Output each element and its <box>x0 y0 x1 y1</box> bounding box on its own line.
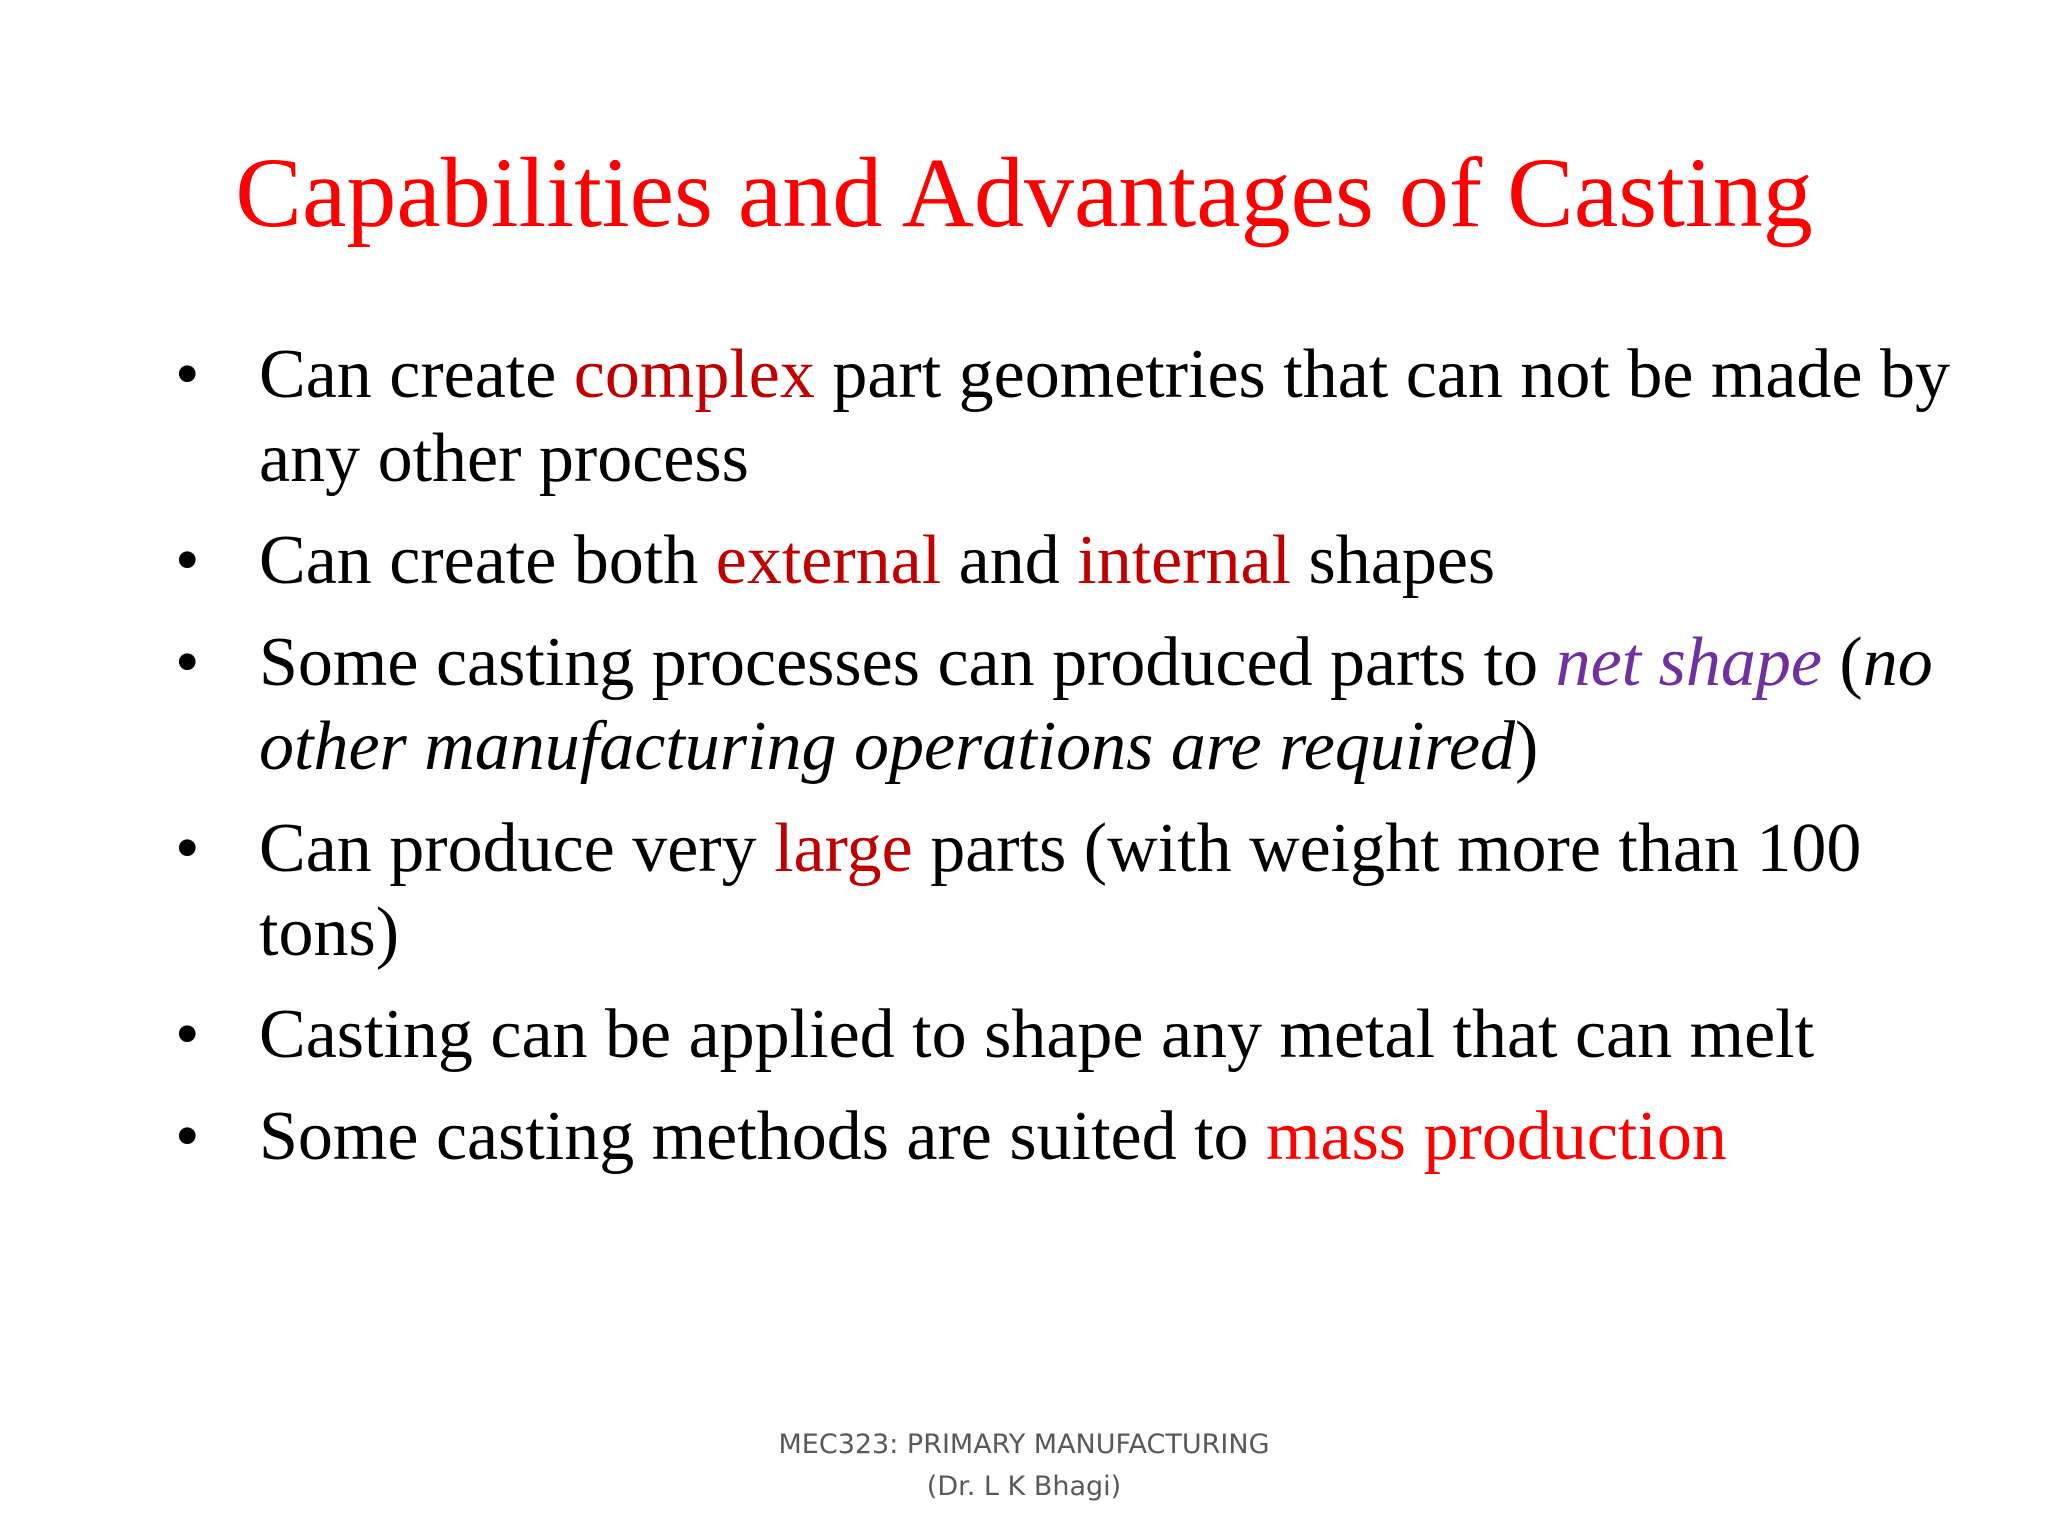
bullet-text: ) <box>1515 708 1539 785</box>
bullet-item <box>175 993 2005 1077</box>
bullet-text: Some casting processes can produced parts to <box>259 624 1556 701</box>
footer-course: MEC323: PRIMARY MANUFACTURING <box>778 1429 1270 1460</box>
highlight-mass-production: mass production <box>1266 1098 1727 1175</box>
bullet-text: Casting can be applied to shape any metal that can melt <box>259 996 1815 1073</box>
bullet-text: shapes <box>1291 522 1496 599</box>
bullet-item <box>175 1095 2005 1179</box>
highlight-net-shape: net shape <box>1555 624 1822 701</box>
bullet-marker: • <box>175 996 200 1073</box>
bullet-marker: • <box>175 810 200 887</box>
bullet-text: part geometries that can not be made by any other process <box>259 336 1950 497</box>
bullet-text: Can create both <box>259 522 716 599</box>
bullet-text: Some casting methods are suited to <box>259 1098 1267 1175</box>
highlight-complex: complex <box>573 336 815 413</box>
italic-note: no other manufacturing operations are required <box>259 624 1933 785</box>
bullet-text: parts (with weight more than 100 tons) <box>259 810 1862 971</box>
bullet-text: and <box>941 522 1078 599</box>
bullet-text: ( <box>1821 624 1863 701</box>
bullet-item <box>175 333 2005 501</box>
slide-footer <box>0 1424 2048 1508</box>
footer-author: (Dr. L K Bhagi) <box>926 1471 1122 1502</box>
bullet-list <box>175 333 2005 1197</box>
bullet-marker: • <box>175 336 200 413</box>
highlight-internal: internal <box>1077 522 1292 599</box>
bullet-item <box>175 519 2005 603</box>
bullet-marker: • <box>175 624 200 701</box>
bullet-marker: • <box>175 522 200 599</box>
highlight-large: large <box>774 810 913 887</box>
bullet-text: Can create <box>259 336 574 413</box>
bullet-text: Can produce very <box>259 810 775 887</box>
bullet-item <box>175 621 2005 789</box>
slide-title: Capabilities and Advantages of Casting <box>235 137 1813 248</box>
highlight-external: external <box>715 522 942 599</box>
bullet-marker: • <box>175 1098 200 1175</box>
bullet-item <box>175 807 2005 975</box>
